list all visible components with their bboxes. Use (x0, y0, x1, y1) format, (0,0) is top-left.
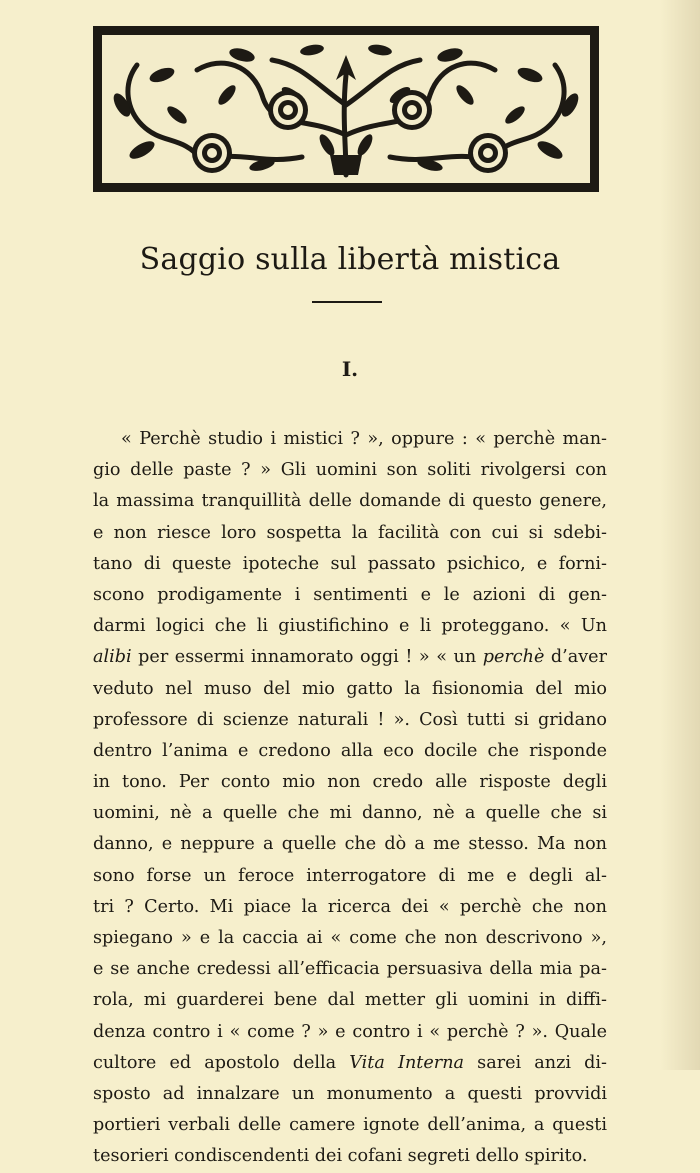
page-title: Saggio sulla libertà mistica (139, 242, 561, 277)
text-line: tano di queste ipoteche sul passato psichico, e forni- (93, 553, 607, 574)
foliage-ornament-icon (102, 35, 590, 183)
text-line: e se anche credessi all’efficacia persuasiva della mia pa- (93, 959, 607, 980)
text-line: e non riesce loro sospetta la facilità con cui si sdebi- (93, 522, 607, 543)
text-line: la massima tranquillità delle domande di questo genere, (93, 491, 607, 512)
section-number: I. (341, 357, 359, 381)
text-line: tri ? Certo. Mi piace la ricerca dei « perchè che non (93, 896, 607, 917)
text-line: professore di scienze naturali ! ». Così tutti si gridano (93, 709, 607, 730)
text-line: sono forse un feroce interrogatore di me e degli al- (93, 865, 607, 886)
italic-word: Vita Interna (349, 1052, 465, 1073)
text-line: denza contro i « come ? » e contro i « perchè ? ». Quale (93, 1021, 607, 1042)
text-line: tesorieri condiscendenti dei cofani segreti dello spirito. (93, 1146, 588, 1167)
page-edge-shadow (660, 0, 700, 1070)
text-line: spiegano » e la caccia ai « come che non descrivono », (93, 928, 607, 948)
text-line: sposto ad innalzare un monumento a questi provvidi (93, 1083, 607, 1104)
text-line: veduto nel muso del mio gatto la fisionomia del mio (93, 678, 607, 699)
italic-word: alibi (93, 647, 132, 668)
body-paragraph (93, 424, 607, 1173)
title-divider (312, 301, 382, 303)
text-line: rola, mi guarderei bene dal metter gli uomini in diffi- (93, 990, 607, 1011)
text-line: darmi logici che li giustifichino e li proteggano. « Un (93, 616, 607, 637)
text-line: alibi per essermi innamorato oggi ! » « un perchè d’aver (93, 647, 607, 668)
text-line: gio delle paste ? » Gli uomini son soliti rivolgersi con (93, 460, 607, 481)
text-line: danno, e neppure a quelle che dò a me stesso. Ma non (93, 834, 607, 855)
text-line: uomini, nè a quelle che mi danno, nè a quelle che si (93, 803, 607, 824)
text-line: in tono. Per conto mio non credo alle risposte degli (93, 772, 607, 793)
text-line: « Perchè studio i mistici ? », oppure : « perchè man- (121, 429, 607, 449)
text-line: cultore ed apostolo della Vita Interna sarei anzi di- (93, 1052, 607, 1073)
italic-word: perchè (482, 647, 545, 668)
text-line: scono prodigamente i sentimenti e le azioni di gen- (93, 584, 607, 605)
text-line: portieri verbali delle camere ignote dell’anima, a questi (93, 1115, 607, 1136)
woodcut-headpiece (93, 26, 599, 192)
text-line: dentro l’anima e credono alla eco docile che risponde (93, 740, 607, 761)
